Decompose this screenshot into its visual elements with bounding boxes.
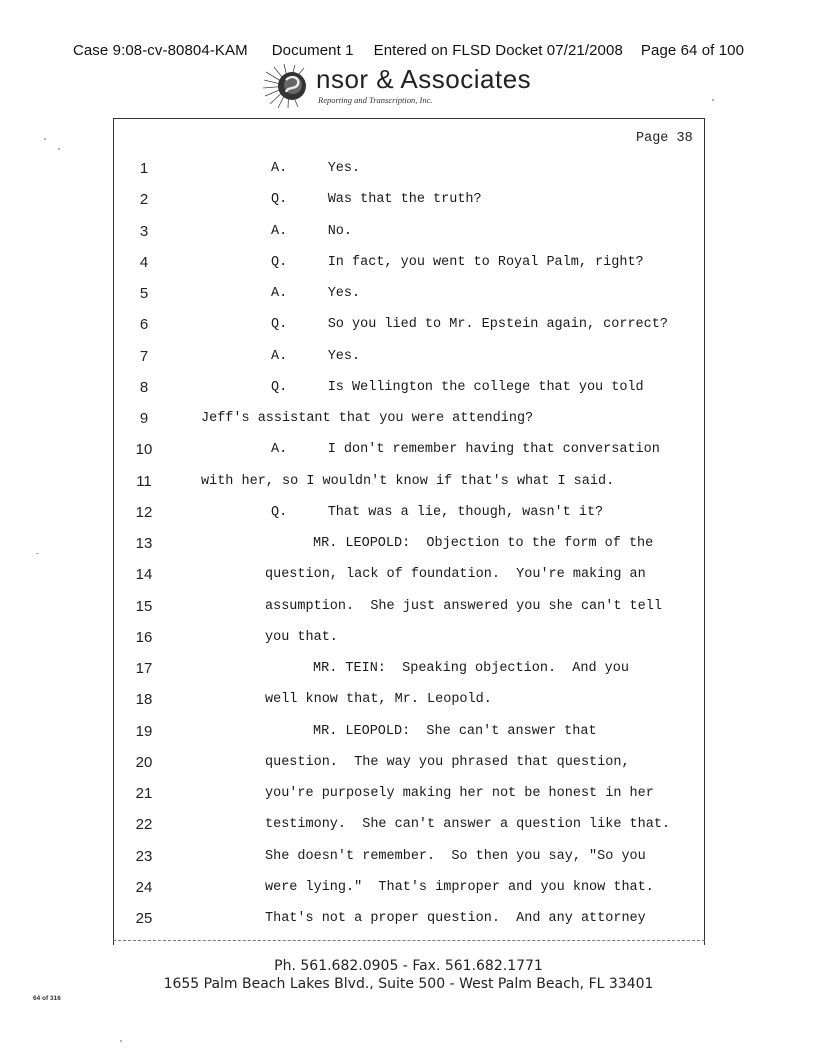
line-number: 10 [135, 441, 153, 459]
scan-speck [712, 99, 714, 101]
line-number: 24 [135, 878, 153, 896]
line-number: 23 [135, 847, 153, 865]
line-number: 20 [135, 753, 153, 771]
line-number: 22 [135, 816, 153, 834]
pdf-page-count: 64 of 316 [33, 995, 61, 1002]
transcript-line-text: Q. In fact, you went to Royal Palm, right? [271, 254, 644, 270]
line-number: 16 [135, 628, 153, 646]
transcript-line-text: you're purposely making her not be honest in her [265, 786, 654, 801]
transcript-line-text: well know that, Mr. Leopold. [265, 692, 492, 708]
scan-speck [58, 148, 60, 150]
transcript-line-text: you that. [265, 629, 338, 645]
line-number: 7 [139, 347, 149, 365]
line-number: 9 [139, 410, 149, 427]
transcript-line-text: with her, so I wouldn't know if that's what I said. [201, 473, 615, 489]
transcript-line-text: That's not a proper question. And any attorney [265, 911, 646, 926]
docket-page: Page 64 of 100 [640, 42, 745, 59]
transcript-line-text: Q. Is Wellington the college that you told [271, 379, 644, 395]
scan-speck [36, 553, 39, 554]
line-number: 5 [139, 285, 149, 302]
transcript-line-text: A. Yes. [271, 161, 361, 176]
transcript-line-text: Q. Was that the truth? [271, 192, 482, 208]
transcript-frame-bottom [113, 940, 705, 941]
docket-entry: Entered on FLSD Docket 07/21/2008 [373, 42, 623, 59]
line-number: 13 [135, 535, 153, 552]
footer-address: 1655 Palm Beach Lakes Blvd., Suite 500 - West Palm Beach, FL 33401 [163, 976, 654, 992]
transcript-line-text: MR. TEIN: Speaking objection. And you [313, 661, 629, 676]
transcript-line-text: A. Yes. [271, 286, 361, 301]
line-number: 12 [135, 503, 153, 521]
line-number: 3 [139, 222, 149, 240]
transcript-line-text: question, lack of foundation. You're making an [265, 567, 646, 583]
line-number: 25 [135, 910, 153, 927]
transcript-line-text: A. Yes. [271, 348, 361, 364]
line-number: 21 [135, 785, 153, 802]
transcript-page-label: Page 38 [636, 131, 693, 146]
case-number: Case 9:08-cv-80804-KAM [72, 42, 248, 59]
transcript-line-text: assumption. She just answered you she can't tell [265, 598, 662, 614]
line-number: 19 [135, 722, 153, 740]
footer-contact: Ph. 561.682.0905 - Fax. 561.682.1771 [274, 958, 543, 974]
transcript-line-text: MR. LEOPOLD: She can't answer that [313, 723, 597, 739]
line-number: 8 [139, 378, 149, 396]
transcript-line-text: testimony. She can't answer a question like that. [265, 817, 671, 833]
case-header [0, 42, 817, 59]
transcript-line-text: question. The way you phrased that question, [265, 754, 630, 770]
transcript-line-text: Jeff's assistant that you were attending? [201, 411, 534, 426]
scan-speck [120, 1040, 122, 1042]
line-number: 2 [139, 191, 149, 209]
line-number: 1 [139, 160, 149, 177]
line-number: 11 [136, 472, 152, 490]
logo-tagline: Reporting and Transcription, Inc. [318, 95, 433, 105]
transcript-line-text: MR. LEOPOLD: Objection to the form of the [313, 536, 654, 551]
transcript-line-text: She doesn't remember. So then you say, "So you [265, 848, 646, 864]
line-number: 15 [135, 597, 153, 615]
line-number: 14 [135, 566, 153, 584]
transcript-line-text: A. No. [271, 223, 353, 239]
transcript-line-text: Q. So you lied to Mr. Epstein again, correct? [271, 317, 668, 333]
transcript-line-text: were lying." That's improper and you know that. [265, 879, 654, 895]
document-number: Document 1 [271, 42, 354, 59]
line-number: 18 [135, 691, 153, 709]
scan-speck [44, 138, 46, 140]
transcript-line-text: Q. That was a lie, though, wasn't it? [271, 504, 604, 520]
line-number: 4 [139, 253, 149, 271]
line-number: 17 [135, 660, 153, 677]
transcript-line-text: A. I don't remember having that conversation [271, 442, 660, 458]
line-number: 6 [139, 316, 149, 334]
company-logo [262, 64, 562, 108]
sun-emblem-icon [262, 64, 316, 108]
logo-name: nsor & Associates [316, 64, 532, 94]
